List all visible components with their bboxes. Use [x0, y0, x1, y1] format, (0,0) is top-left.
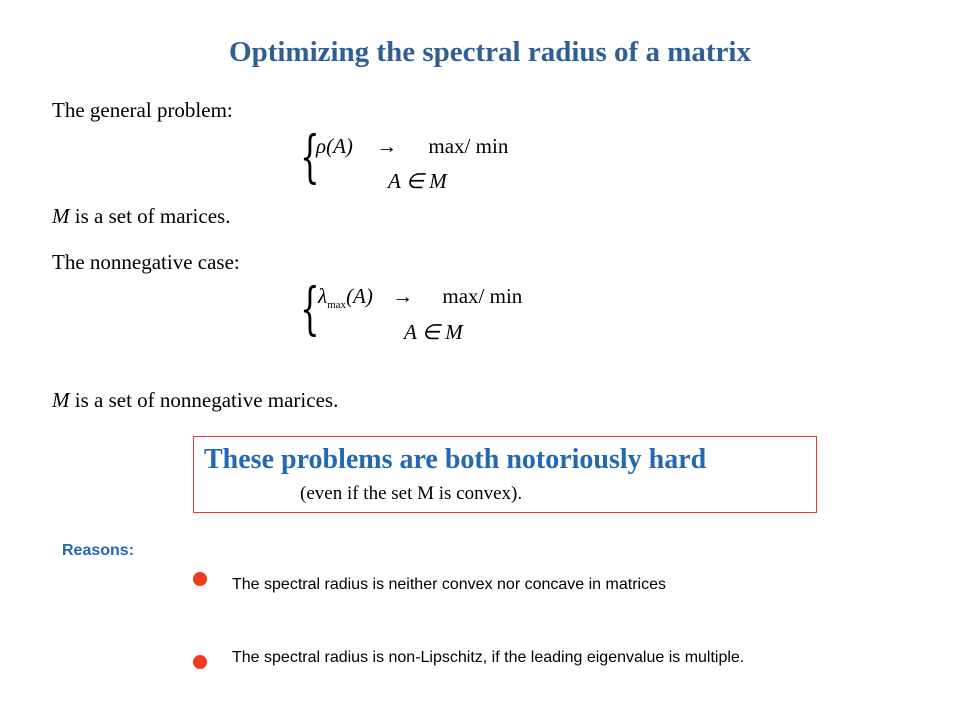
general-problem-label: The general problem:	[52, 98, 233, 122]
nonnegative-constraint: A ∈ M	[404, 320, 463, 344]
general-arrow: →	[376, 134, 398, 158]
callout-heading: These problems are both notoriously hard	[204, 444, 707, 475]
bullet-dot-1	[193, 572, 207, 586]
nonnegative-arrow: →	[392, 284, 414, 308]
nonnegative-objective	[318, 284, 522, 311]
general-set-description	[52, 204, 230, 229]
general-constraint: A ∈ M	[388, 169, 447, 193]
nonnegative-goal: max/ min	[442, 284, 523, 308]
general-objective-fn: ρ(A)	[316, 134, 353, 158]
general-problem-brace: {	[300, 125, 320, 190]
general-set-var: M	[52, 204, 70, 228]
general-objective	[316, 134, 508, 159]
nonnegative-case-label: The nonnegative case:	[52, 250, 240, 274]
nonnegative-objective-sub: max	[327, 299, 347, 312]
nonnegative-set-description	[52, 388, 338, 413]
nonnegative-set-var: M	[52, 388, 70, 412]
general-goal: max/ min	[428, 134, 509, 158]
callout-subtext: (even if the set M is convex).	[300, 483, 523, 504]
reasons-label: Reasons:	[62, 542, 135, 559]
reason-item-1: The spectral radius is neither convex nor concave in matrices	[232, 576, 666, 593]
reason-item-2: The spectral radius is non-Lipschitz, if the leading eigenvalue is multiple.	[232, 649, 745, 666]
nonnegative-objective-sym: λ	[318, 284, 328, 308]
nonnegative-set-text: is a set of nonnegative marices.	[69, 388, 339, 412]
bullet-dot-2	[193, 655, 207, 669]
nonnegative-objective-arg: (A)	[346, 284, 373, 308]
slide-title: Optimizing the spectral radius of a matrix	[229, 36, 751, 68]
general-set-text: is a set of marices.	[69, 204, 231, 228]
nonnegative-case-brace: {	[300, 277, 320, 342]
